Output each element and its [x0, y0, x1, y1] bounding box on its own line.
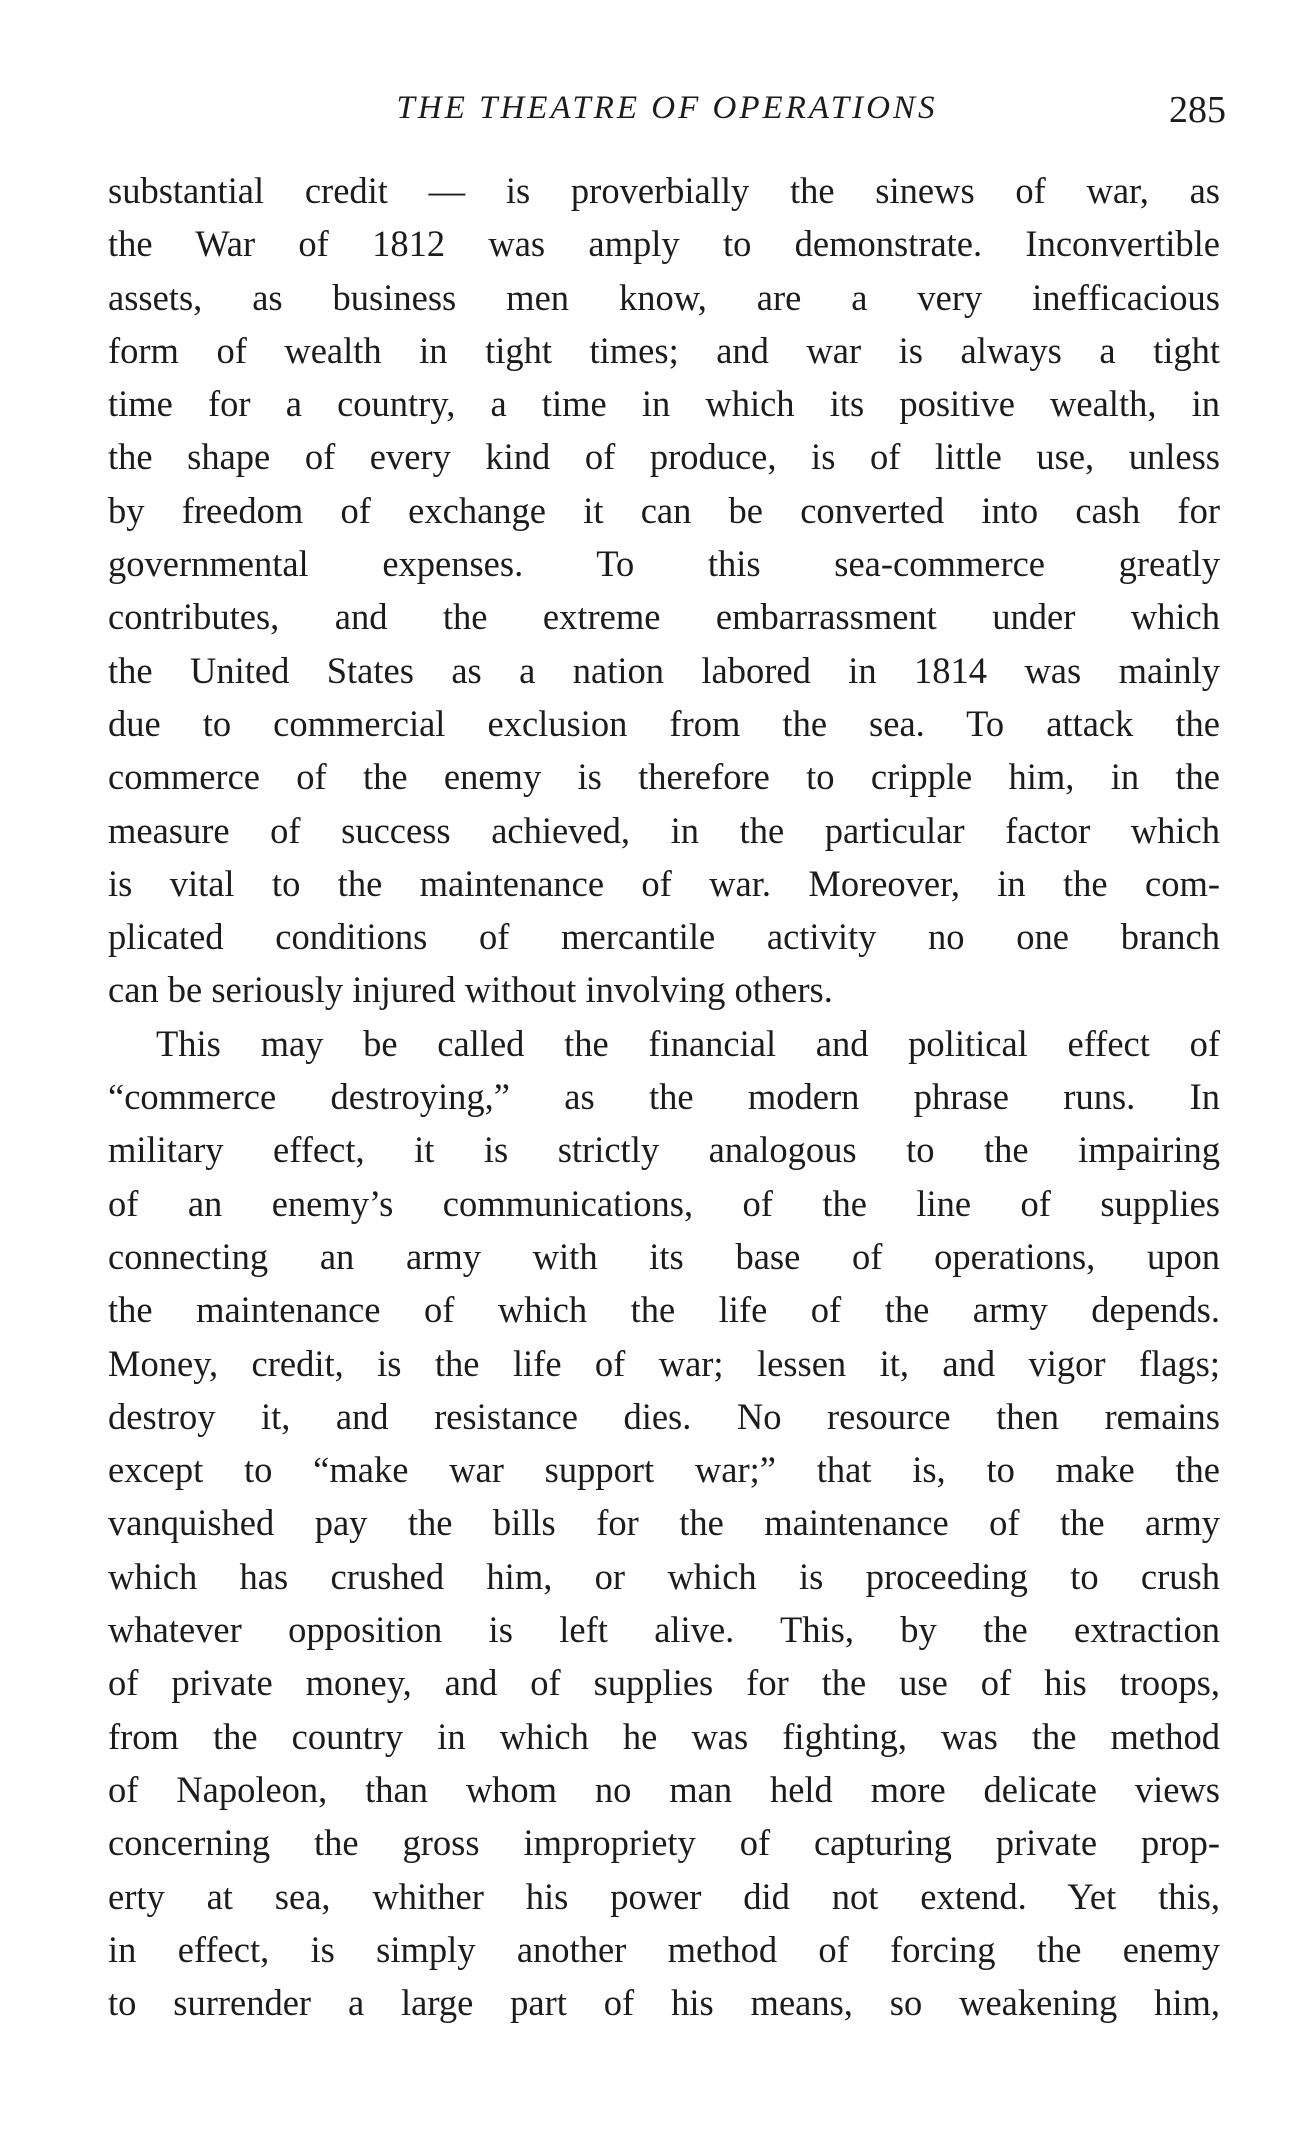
- text-line: due to commercial exclusion from the sea. To attack the: [108, 702, 1220, 744]
- text-line: of an enemy’s communications, of the line of supplies: [108, 1182, 1220, 1224]
- text-line: “commerce destroying,” as the modern phrase runs. In: [108, 1076, 1220, 1118]
- text-line: by freedom of exchange it can be converted into cash for: [108, 489, 1220, 531]
- text-line: except to “make war support war;” that is, to make the: [108, 1449, 1220, 1491]
- text-line: plicated conditions of mercantile activity no one branch: [108, 916, 1220, 958]
- text-line: the United States as a nation labored in 1814 was mainly: [108, 649, 1220, 691]
- paragraph-end-line: can be seriously injured without involving others.: [108, 969, 833, 1011]
- text-line: time for a country, a time in which its positive wealth, in: [108, 383, 1220, 425]
- text-line: form of wealth in tight times; and war is always a tight: [108, 329, 1220, 371]
- text-line: the shape of every kind of produce, is of little use, unless: [108, 436, 1220, 478]
- text-line: whatever opposition is left alive. This, by the extraction: [108, 1609, 1220, 1651]
- paragraph-start-line: This may be called the financial and political effect of: [156, 1022, 1220, 1064]
- page-number: 285: [1169, 89, 1226, 131]
- text-line: concerning the gross impropriety of capturing private prop-: [108, 1822, 1220, 1864]
- text-line: destroy it, and resistance dies. No resource then remains: [108, 1395, 1220, 1437]
- running-head: [108, 84, 1226, 132]
- text-line: military effect, it is strictly analogous to the impairing: [108, 1129, 1220, 1171]
- text-line: is vital to the maintenance of war. Moreover, in the com-: [108, 862, 1220, 904]
- text-line: vanquished pay the bills for the maintenance of the army: [108, 1502, 1220, 1544]
- text-line: connecting an army with its base of operations, upon: [108, 1235, 1220, 1277]
- text-line: in effect, is simply another method of forcing the enemy: [108, 1928, 1220, 1970]
- text-line: governmental expenses. To this sea-commerce greatly: [108, 543, 1220, 585]
- running-title: THE THEATRE OF OPERATIONS: [396, 90, 938, 126]
- text-line: of Napoleon, than whom no man held more delicate views: [108, 1768, 1220, 1810]
- text-line: the maintenance of which the life of the army depends.: [108, 1289, 1220, 1331]
- text-line: measure of success achieved, in the particular factor which: [108, 809, 1220, 851]
- text-line: of private money, and of supplies for the use of his troops,: [108, 1662, 1220, 1704]
- text-line: to surrender a large part of his means, so weakening him,: [108, 1982, 1220, 2024]
- text-line: assets, as business men know, are a very inefficacious: [108, 276, 1220, 318]
- text-line: commerce of the enemy is therefore to cripple him, in the: [108, 756, 1220, 798]
- text-line: from the country in which he was fighting, was the method: [108, 1715, 1220, 1757]
- text-line: substantial credit — is proverbially the sinews of war, as: [108, 170, 1220, 211]
- body-text: [108, 164, 1220, 2029]
- text-line: contributes, and the extreme embarrassment under which: [108, 596, 1220, 638]
- text-line: erty at sea, whither his power did not extend. Yet this,: [108, 1875, 1220, 1917]
- text-line: which has crushed him, or which is proceeding to crush: [108, 1555, 1220, 1597]
- text-line: the War of 1812 was amply to demonstrate. Inconvertible: [108, 223, 1220, 265]
- text-line: Money, credit, is the life of war; lessen it, and vigor flags;: [108, 1342, 1220, 1384]
